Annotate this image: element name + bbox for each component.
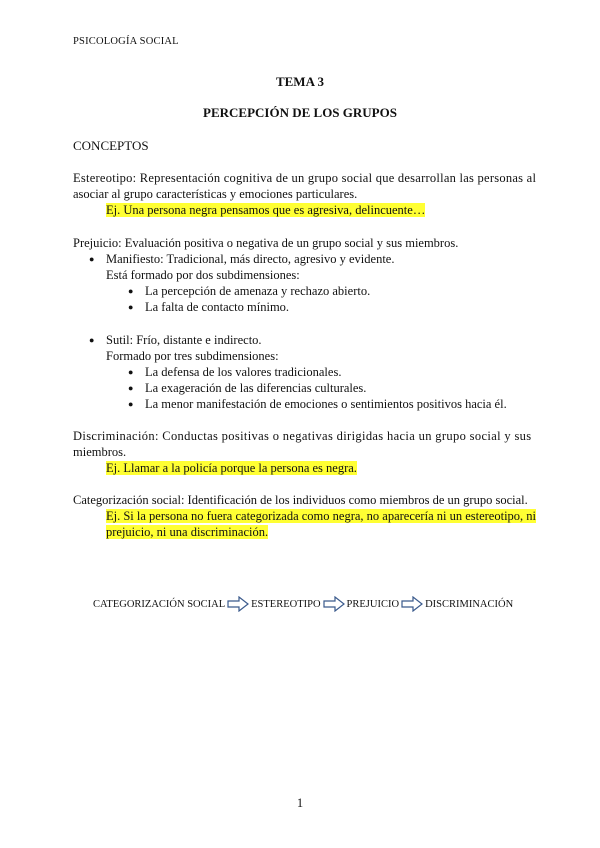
bullet-icon: ● bbox=[128, 302, 134, 312]
manifiesto-item: La percepción de amenaza y rechazo abierto. bbox=[145, 284, 371, 298]
prejuicio-sutil: Sutil: Frío, distante e indirecto. bbox=[106, 333, 262, 347]
discriminacion-line-1: Discriminación: Conductas positivas o negativas dirigidas hacia un grupo social y sus bbox=[73, 429, 532, 443]
discriminacion-example: Ej. Llamar a la policía porque la persona es negra. bbox=[106, 461, 357, 475]
concept-flow bbox=[93, 596, 513, 612]
estereotipo-line-1: Estereotipo: Representación cognitiva de un grupo social que desarrollan las personas al bbox=[73, 171, 537, 185]
manifiesto-item: La falta de contacto mínimo. bbox=[145, 300, 290, 314]
categorizacion-example-2: prejuicio, ni una discriminación. bbox=[106, 525, 269, 539]
section-heading: CONCEPTOS bbox=[73, 138, 149, 153]
sutil-item: La exageración de las diferencias culturales. bbox=[145, 381, 367, 395]
categorizacion-definition: Categorización social: Identificación de los individuos como miembros de un grupo social. bbox=[73, 493, 528, 507]
sutil-sub: Formado por tres subdimensiones: bbox=[106, 349, 279, 363]
bullet-icon: ● bbox=[128, 383, 134, 393]
bullet-icon: ● bbox=[89, 254, 95, 264]
prejuicio-definition: Prejuicio: Evaluación positiva o negativa de un grupo social y sus miembros. bbox=[73, 236, 459, 250]
sutil-item: La defensa de los valores tradicionales. bbox=[145, 365, 342, 379]
tema-heading: TEMA 3 bbox=[275, 74, 325, 89]
bullet-icon: ● bbox=[128, 286, 134, 296]
bullet-icon: ● bbox=[128, 367, 134, 377]
arrow-right-icon bbox=[323, 596, 345, 612]
discriminacion-line-2: miembros. bbox=[73, 445, 127, 459]
flow-step: CATEGORIZACIÓN SOCIAL bbox=[93, 598, 226, 610]
bullet-icon: ● bbox=[89, 335, 95, 345]
sutil-item: La menor manifestación de emociones o sentimientos positivos hacia él. bbox=[145, 397, 507, 411]
flow-step: ESTEREOTIPO bbox=[251, 598, 321, 610]
estereotipo-example: Ej. Una persona negra pensamos que es agresiva, delincuente… bbox=[106, 203, 426, 217]
arrow-right-icon bbox=[227, 596, 249, 612]
bullet-icon: ● bbox=[128, 399, 134, 409]
running-header: PSICOLOGÍA SOCIAL bbox=[73, 36, 179, 47]
flow-step: DISCRIMINACIÓN bbox=[425, 598, 514, 610]
prejuicio-manifiesto: Manifiesto: Tradicional, más directo, agresivo y evidente. bbox=[106, 252, 395, 266]
flow-step: PREJUICIO bbox=[346, 598, 400, 610]
page-title: PERCEPCIÓN DE LOS GRUPOS bbox=[203, 105, 397, 120]
page-number: 1 bbox=[296, 796, 304, 810]
categorizacion-example-1: Ej. Si la persona no fuera categorizada como negra, no aparecería ni un estereotipo, ni bbox=[106, 509, 537, 523]
manifiesto-sub: Está formado por dos subdimensiones: bbox=[106, 268, 300, 282]
arrow-right-icon bbox=[401, 596, 423, 612]
estereotipo-line-2: asociar al grupo características y emociones particulares. bbox=[73, 187, 358, 201]
